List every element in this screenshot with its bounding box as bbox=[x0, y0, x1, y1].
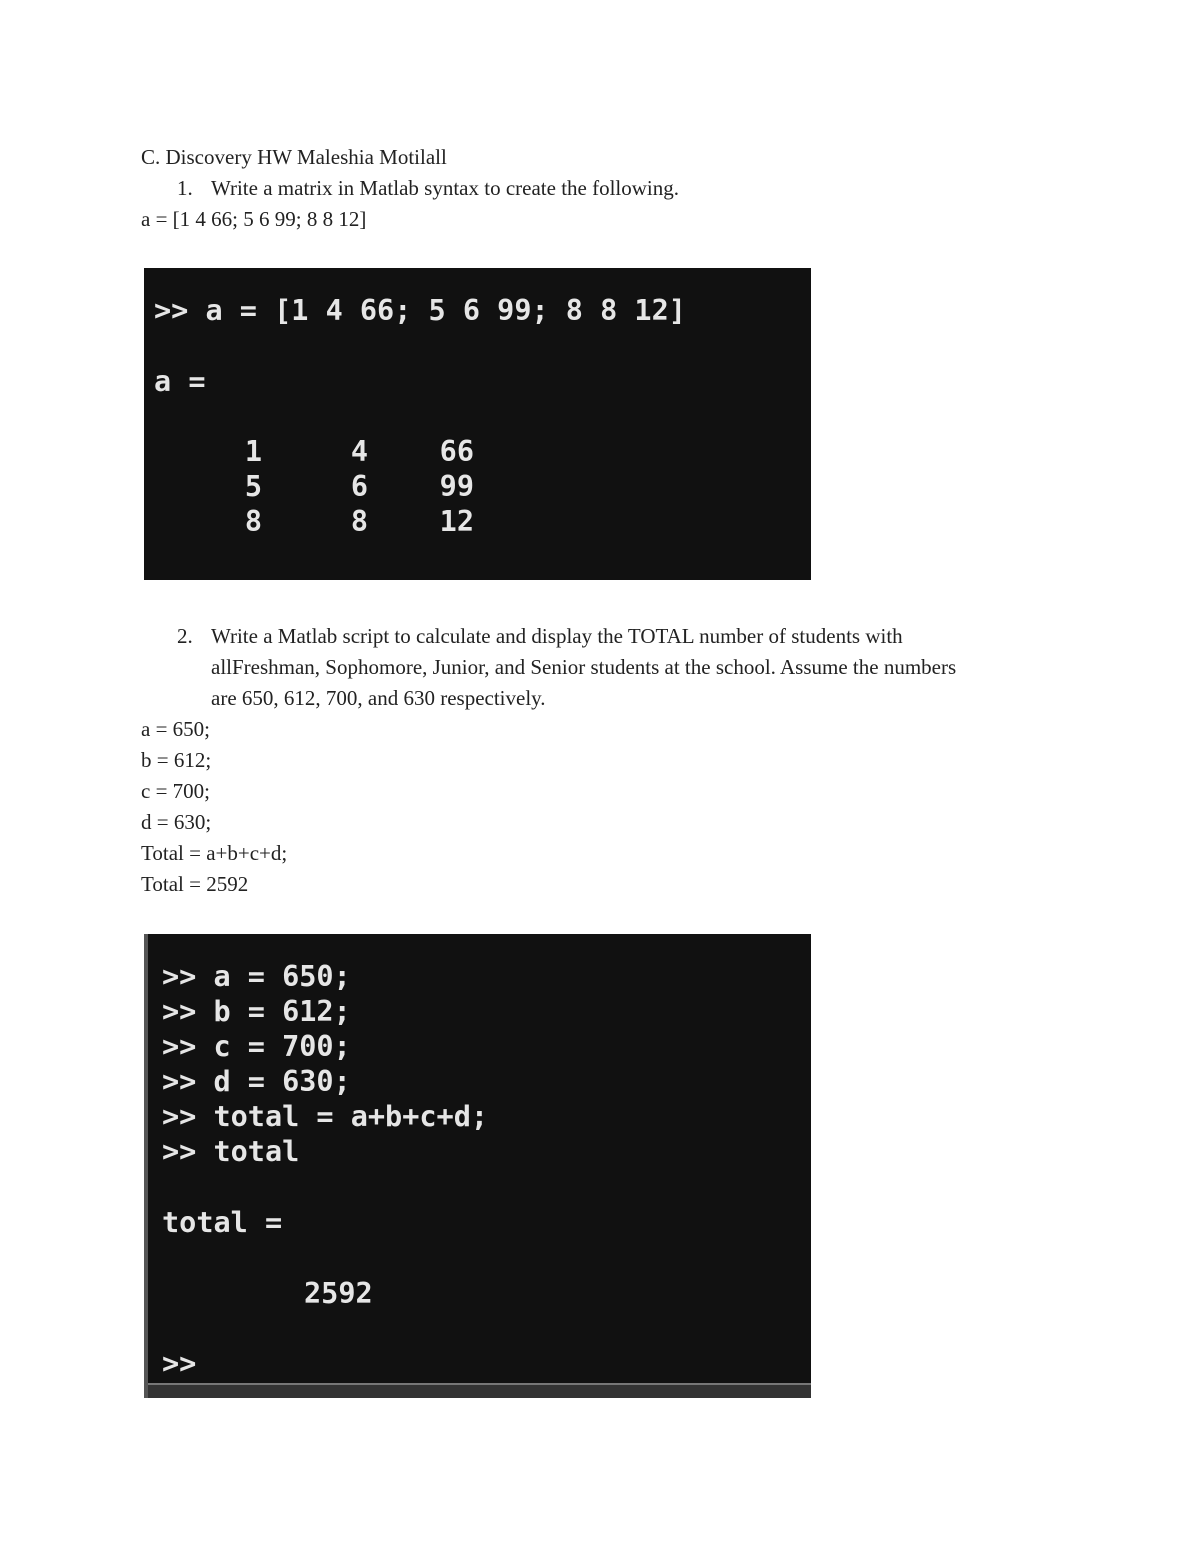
matlab-screenshot-2 bbox=[144, 934, 811, 1398]
terminal-command: >> a = [1 4 66; 5 6 99; 8 8 12] bbox=[154, 294, 686, 327]
matlab-screenshot-1 bbox=[144, 268, 811, 580]
matrix-cell: 8 bbox=[350, 505, 368, 538]
q1-number: 1. bbox=[177, 176, 193, 200]
q2-text-line: Write a Matlab script to calculate and display the TOTAL number of students with bbox=[211, 624, 903, 648]
matrix-cell: 66 bbox=[439, 435, 474, 468]
matrix-cell: 6 bbox=[350, 470, 368, 503]
matrix-cell: 12 bbox=[439, 505, 474, 538]
answer-line: Total = a+b+c+d; bbox=[141, 841, 288, 865]
terminal-output-label: total = bbox=[162, 1206, 283, 1239]
terminal-output-label: a = bbox=[154, 365, 206, 398]
document-title: C. Discovery HW Maleshia Motilall bbox=[141, 145, 447, 169]
terminal-bottom-bar bbox=[148, 1383, 811, 1398]
terminal-command: >> d = 630; bbox=[162, 1065, 351, 1098]
terminal-command: >> total bbox=[162, 1135, 300, 1168]
terminal-output-value: 2592 bbox=[304, 1277, 373, 1310]
matrix-cell: 99 bbox=[439, 470, 474, 503]
q2-text-line: allFreshman, Sophomore, Junior, and Senior students at the school. Assume the numbers bbox=[211, 655, 957, 679]
q2-number: 2. bbox=[177, 624, 193, 648]
matrix-cell: 8 bbox=[244, 505, 262, 538]
answer-line: d = 630; bbox=[141, 810, 212, 834]
answer-line: Total = 2592 bbox=[141, 872, 249, 896]
terminal-command: >> b = 612; bbox=[162, 995, 351, 1028]
answer-line: a = 650; bbox=[141, 717, 210, 741]
matrix-cell: 1 bbox=[244, 435, 262, 468]
matrix-cell: 5 bbox=[244, 470, 262, 503]
matrix-cell: 4 bbox=[350, 435, 368, 468]
q1-text: Write a matrix in Matlab syntax to create the following. bbox=[211, 176, 680, 200]
answer-line: b = 612; bbox=[141, 748, 212, 772]
answer-line: c = 700; bbox=[141, 779, 210, 803]
terminal-command: >> a = 650; bbox=[162, 960, 351, 993]
q1-answer: a = [1 4 66; 5 6 99; 8 8 12] bbox=[141, 207, 367, 231]
terminal-command: >> c = 700; bbox=[162, 1030, 351, 1063]
terminal-prompt: >> bbox=[162, 1347, 197, 1380]
terminal-command: >> total = a+b+c+d; bbox=[162, 1100, 489, 1133]
q2-text-line: are 650, 612, 700, and 630 respectively. bbox=[211, 686, 546, 710]
